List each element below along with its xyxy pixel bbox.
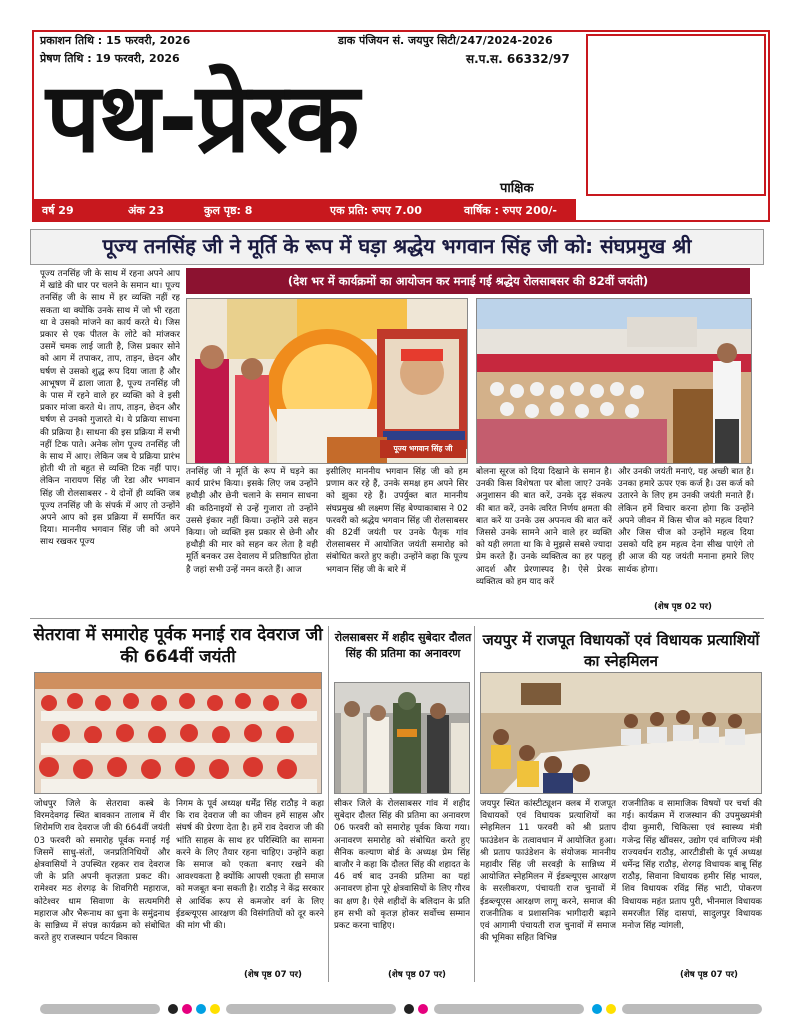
lead-column-4: बोलना सूरज को दिया दिखाने के समान है। उनकी किस विशेषता पर बोला जाए? उनके अनुशासन की बात करें, उनके दृढ़ संकल्प की बात करें, उनके त्वरित निर्णय क्षमता की बात करें या उनके उस अपनत्व की बात करें जिससे उनके सामने आने वाले हर व्यक्ति को यही लगता था कि वे मुझसे सबसे ज्यादा प्रेम करते हैं। उनके व्यक्तित्व का हर पहलू आदर्श और प्रेरणास्पद है। ऐसे प्रेरक व्यक्तित्व को हम याद करें [476, 467, 612, 587]
issue-info-bar [34, 199, 576, 221]
story2-headline: सेतरावा में समारोह पूर्वक मनाई राव देवराज जी की 664वीं जयंती [33, 625, 323, 667]
footer-strip-right [434, 1004, 584, 1014]
lead-subhead: (देश भर में कार्यक्रमों का आयोजन कर मनाई गई श्रद्धेय रोलसाबसर की 82वीं जयंती) [186, 268, 750, 294]
registration-dot-magenta-2 [418, 1004, 428, 1014]
lead-column-2: तनसिंह जी ने मूर्ति के रूप में घड़ने का कार्य प्रारंभ किया। इसके लिए जब उन्होंने हथौड़ी और छेनी चलाने के समान साधना की कठिनाइयों से उन्हें गुजारा तो उन्होंने उससे इंकार नहीं किया। उन्होंने उसे सहन किया। जो व्यक्ति इस प्रकार से छेनी और हथौड़ी की मार को सहन कर लेता है वही मूर्ति बनकर उस देवालय में प्रतिष्ठापित होता है जहां सभी उन्हें नमन करते हैं। आज [186, 467, 318, 575]
story4-headline: जयपुर में राजपूत विधायकों एवं विधायक प्रत्याशियों का स्नेहमिलन [482, 631, 760, 670]
footer-strip-end [622, 1004, 762, 1014]
story3-continued-note: (शेष पृष्ठ 07 पर) [388, 970, 446, 980]
lead-column-5: और उनकी जयंती मनाएं, यह अच्छी बात है। उनका हमारे ऊपर एक कर्ज है। उस कर्ज को उतारने के लिए हम उनकी जयंती मनाते हैं। लेकिन हमें विचार करना होगा कि उन्होंने अपने जीवन में किस चीज को महत्व दिया? और जिस चीज को उन्होंने महत्व दिया उसको यदि हम महत्व देना सीख पाएंगे तो ही आज की यह जयंती मनाना हमारे लिए सार्थक होगा। [618, 467, 754, 575]
footer-strip-middle [226, 1004, 396, 1014]
story3-headline: रोलसाबसर में शहीद सुबेदार दौलत सिंह की प्रतिमा का अनावरण [334, 631, 472, 660]
story2-column-1: जोधपुर जिले के सेतरावा कस्बे के विरमदेवगढ़ स्थित बावकान तालाब में वीर शिरोमणि राव देवराज जी की 664वीं जयंती 03 फरवरी को समारोह पूर्वक मनाई गई जिसमें साधु-संतों, जनप्रतिनिधियों और क्षेत्रवासियों ने उपस्थित रहकर राव देवराज जी के प्रति अपनी कृतज्ञता प्रकट की। रामेश्वर मठ शेरगढ़ के शिवगिरी महाराज, कोटेश्वर धाम सिवाणा के सत्यमगिरी महाराज और भैरूनाथ का धुना के समुंद्रनाथ के सान्निध्य में संपन्न कार्यक्रम को संबोधित करते हुए राजस्थान पर्यटन विकास [34, 799, 170, 944]
lead-column-3: इसीलिए माननीय भगवान सिंह जी को हम प्रणाम कर रहे हैं, उनके समक्ष हम अपने सिर को झुका रहे हैं। उपर्युक्त बात माननीय संघप्रमुख श्री लक्ष्मण सिंह बेण्याकाबास ने 02 फरवरी को श्रद्धेय भगवान सिंह जी रोलसाबसर की 82वीं जयंती पर उनके पैतृक गांव रोलसाबसर में आयोजित जयंती समारोह को संबोधित करते हुए कही। उन्होंने कहा कि पूज्य भगवान सिंह जी के बारे में [326, 467, 468, 575]
column-divider [328, 626, 329, 982]
lead-continued-note: (शेष पृष्ठ 02 पर) [654, 602, 712, 612]
meeting-illustration [481, 673, 762, 794]
section-divider [30, 618, 764, 619]
story3-photo-statue [334, 682, 470, 794]
story4-column-2: राजनीतिक व सामाजिक विषयों पर चर्चा की गई। कार्यक्रम में राजस्थान की उपमुख्यमंत्री दीया कुमारी, चिकित्सा एवं स्वास्थ्य मंत्री गजेन्द्र सिंह खींवसर, उद्योग एवं वाणिज्य मंत्री राज्यवर्धन राठौड़, आरटीडीसी के पूर्व अध्यक्ष धर्मेन्द्र सिंह राठौड़, शेरगढ़ विधायक बाबू सिंह राठौड़, सिवाना विधायक हमीर सिंह भायल, शिव विधायक रविंद्र सिंह भाटी, पोकरण विधायक महंत प्रताप पुरी, भीनमाल विधायक समरजीत सिंह दासपां, सादुलपुर विधायक मनोज सिंह न्यांगली, [622, 799, 762, 932]
registration-dot-cyan [196, 1004, 206, 1014]
registration-dot-black-2 [404, 1004, 414, 1014]
single-copy-price: एक प्रति: रुपए 7.00 [330, 204, 422, 217]
crowd-illustration [35, 673, 322, 794]
statue-illustration [335, 683, 470, 794]
registration-dot-cyan-2 [592, 1004, 602, 1014]
lead-headline: पूज्य तनसिंह जी ने मूर्ति के रूप में घड़ा श्रद्धेय भगवान सिंह जी को: संघप्रमुख श्री [102, 234, 692, 258]
portrait-caption-banner: पूज्य भगवान सिंह जी [380, 440, 466, 458]
story4-column-1: जयपुर स्थित कांस्टीट्यूशन क्लब में राजपूत विधायकों एवं विधायक प्रत्याशियों का स्नेहमिलन 11 फरवरी को श्री प्रताप फाउंडेशन के तत्वावधान में आयोजित हुआ। श्री प्रताप फाउंडेशन के संयोजक माननीय महावीर सिंह जी सरवड़ी के सान्निध्य में आयोजित स्नेहमिलन में ईडब्ल्यूएस आरक्षण के सरलीकरण, पंचायती राज चुनावों में ईडब्ल्यूएस आरक्षण लागू करने, समाज की राजनीतिक व प्रशासनिक भागीदारी बढ़ाने एवं आगामी पंचायती राज चुनावों में समाज की भूमिका सहित विभिन्न [480, 799, 616, 944]
registration-dot-yellow [210, 1004, 220, 1014]
story2-column-2: निगम के पूर्व अध्यक्ष धर्मेंद्र सिंह राठौड़ ने कहा कि राव देवराज जी का जीवन हमें साहस और संघर्ष की प्रेरणा देता है। हमें राव देवराज जी की भांति साहस के साथ हर परिस्थिति का सामना करने के लिए तैयार रहना चाहिए। उन्होंने कहा कि समाज को एकता बनाए रखने की आवश्यकता है क्योंकि आपसी एकता ही समाज को मजबूत बना सकती है। राठौड़ ने केंद्र सरकार से आर्थिक रूप से कमजोर वर्ग के लिए ईडब्ल्यूएस आरक्षण की विसंगतियों को दूर करने की मांग भी की। [176, 799, 324, 932]
frequency-label: पाक्षिक [500, 181, 534, 196]
story2-photo-crowd [34, 672, 322, 794]
column-divider-2 [474, 626, 475, 982]
registration-dot-yellow-2 [606, 1004, 616, 1014]
story4-continued-note: (शेष पृष्ठ 07 पर) [680, 970, 738, 980]
story2-continued-note: (शेष पृष्ठ 07 पर) [244, 970, 302, 980]
lead-column-1: पूज्य तनसिंह जी के साथ में रहना अपने आप में खांडे की धार पर चलने के समान था। पूज्य तनसिंह जी के साथ में हर व्यक्ति नहीं रह सकता था क्योंकि उनके साथ में जो भी रहता था वे उसको मांजने का कार्य करते थे। जिस प्रकार से एक पीतल के लोटे को मांजकर उसमें चमक लाई जाती है, जिस प्रकार सोने को आग में तपाकर, ताप, ताड़न, छेदन और घर्षण से उसको शुद्ध रूप दिया जाता है और आभूषण में ढाला जाता है, पूज्य तनसिंह जी के पास में रहने वाले हर व्यक्ति को वे इसी प्रकार मांजा करते थे। ताप, ताड़न, छेदन और घर्षण से उनको गुजारते थे। ये प्रक्रिया साधना की प्रक्रिया है। साधना की इस प्रक्रिया में सभी नहीं टिक पाते। अनेक लोग पूज्य तनसिंह जी के साथ में आए। लेकिन जब ये प्रक्रिया प्रारंभ होती थी तो बहुत से व्यक्ति टिक नहीं पाए। लेकिन नारायण सिंह जी रेडा और भगवान सिंह जी रोलसाबसर - ये दोनों ही व्यक्ति जब पूज्य तनसिंह जी के संपर्क में आए तो उन्होंने अपने आप को इस प्रक्रिया में समर्पित कर दिया। माननीय भगवान सिंह जी को अपने साथ रखकर पूज्य [40, 269, 180, 548]
registration-dot-black [168, 1004, 178, 1014]
volume-year: वर्ष 29 [42, 204, 74, 217]
gathering-illustration [477, 299, 752, 464]
annual-price: वार्षिक : रुपए 200/- [464, 204, 557, 217]
address-box [586, 34, 766, 196]
lead-photo-gathering [476, 298, 752, 464]
story4-photo-meeting [480, 672, 762, 794]
publish-date: प्रकाशन तिथि : 15 फरवरी, 2026 [40, 34, 191, 47]
postal-registration: डाक पंजियन सं. जयपुर सिटी/247/2024-2026 [338, 34, 553, 47]
total-pages: कुल पृष्ठ: 8 [204, 204, 253, 217]
spas-number: स.प.स. 66332/97 [466, 52, 570, 66]
issue-number: अंक 23 [128, 204, 164, 217]
footer-strip-left [40, 1004, 160, 1014]
dispatch-date: प्रेषण तिथि : 19 फरवरी, 2026 [40, 52, 180, 65]
newspaper-title: पथ-प्रेरक [46, 62, 358, 174]
story3-body: सीकर जिले के रोलसाबसर गांव में शहीद सुबेदार दौलत सिंह की प्रतिमा का अनावरण 06 फरवरी को समारोह पूर्वक किया गया। अनावरण समारोह को संबोधित करते हुए सैनिक कल्याण बोर्ड के अध्यक्ष प्रेम सिंह बाजौर ने कहा कि दौलत सिंह की शहादत के 46 वर्ष बाद उनकी प्रतिमा का यहां अनावरण होना पूरे क्षेत्रवासियों के लिए गौरव का क्षण है। ऐसे शहीदों के बलिदान के प्रति हम सभी को कृतज्ञ होकर सर्वोच्च सम्मान प्रकट करना चाहिए। [334, 799, 470, 932]
registration-dot-magenta [182, 1004, 192, 1014]
